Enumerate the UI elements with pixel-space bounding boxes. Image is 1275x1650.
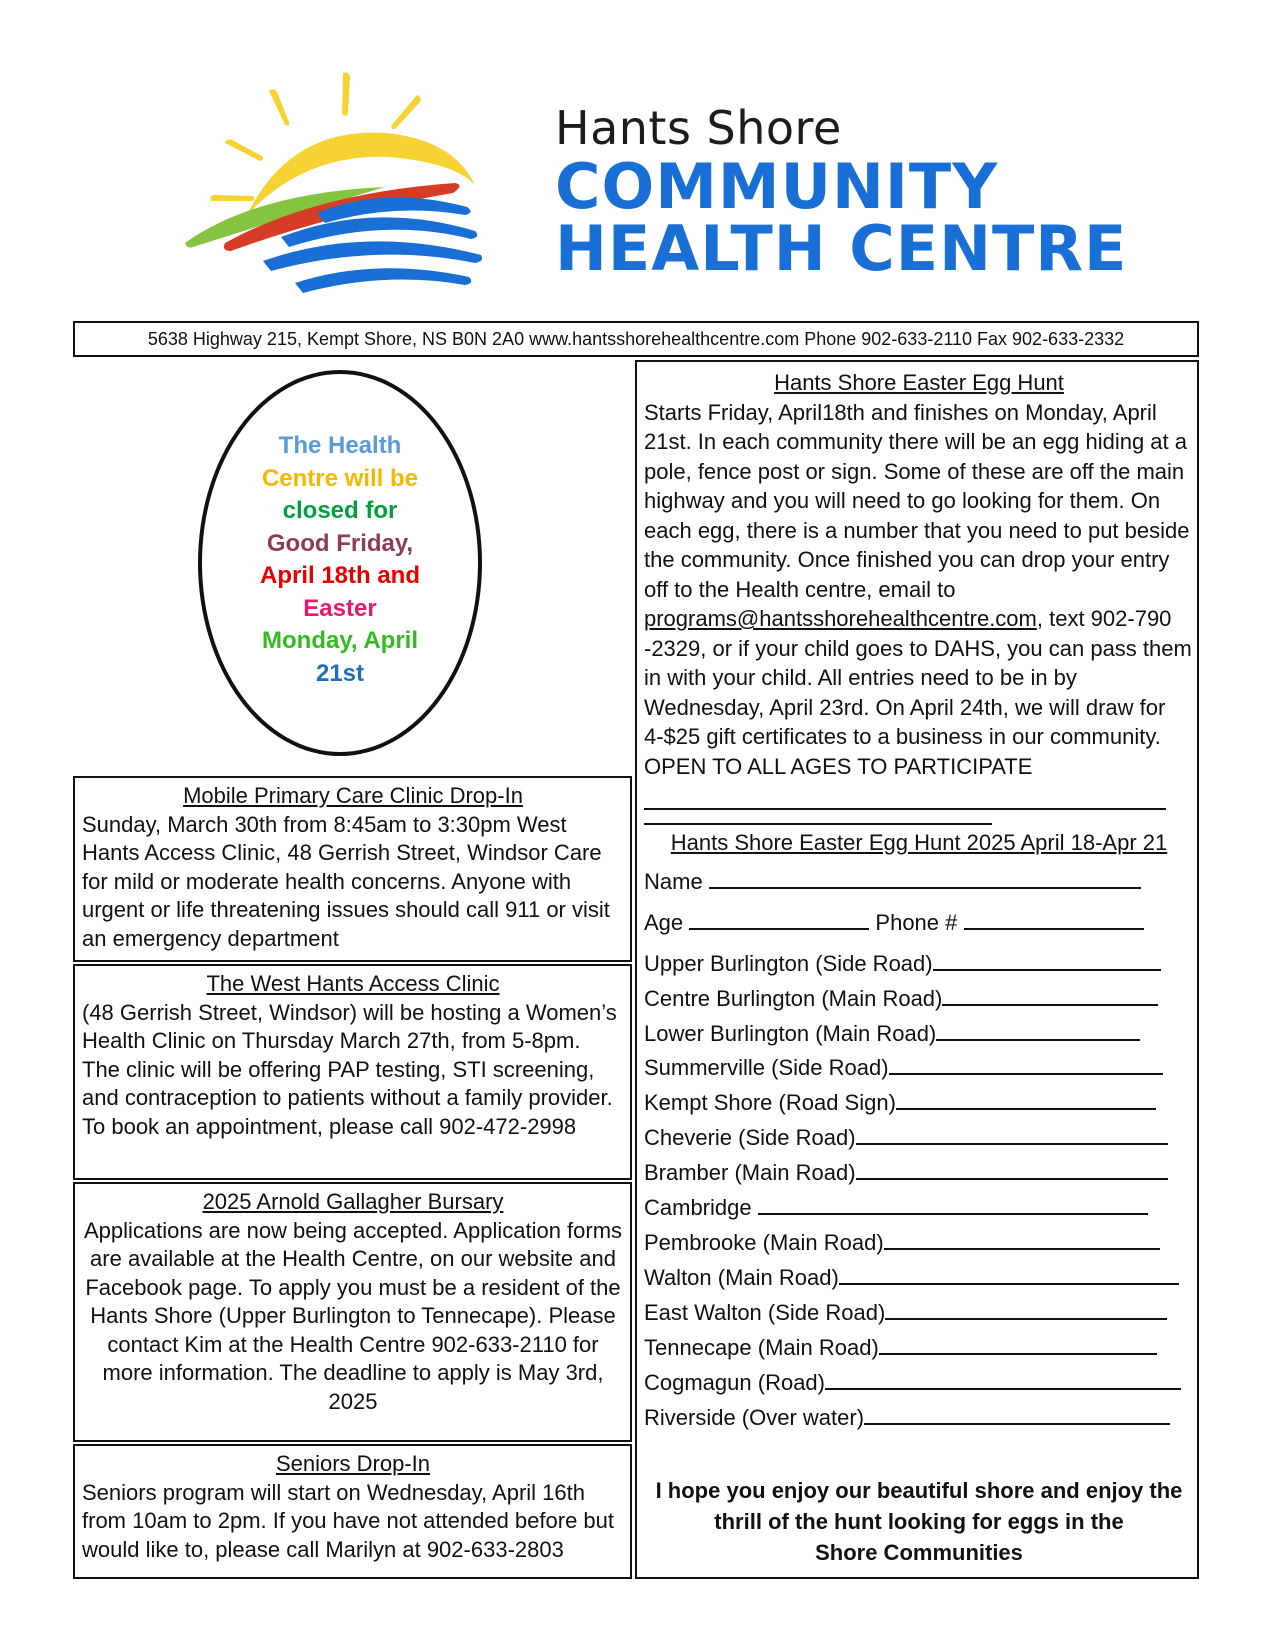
email-link[interactable]: programs@hantsshorehealthcentre.com: [644, 606, 1037, 631]
community-label: Cambridge: [644, 1195, 758, 1220]
age-phone-field[interactable]: [644, 908, 1144, 936]
community-row[interactable]: [644, 1193, 1148, 1221]
community-input-line[interactable]: [896, 1088, 1156, 1110]
brand-name: [555, 100, 1128, 285]
community-input-line[interactable]: [942, 984, 1158, 1006]
community-row[interactable]: [644, 1019, 1140, 1047]
bursary-body: Applications are now being accepted. Application forms are available at the Health Centre, on our website and Facebook page. To apply you must be a resident of the Hants Shore (Upper Burlington to Tennecape). Please contact Kim at the Health Centre 902-633-2110 for more information. The deadline to apply is May 3rd, 2025: [83, 1217, 623, 1414]
name-field[interactable]: [644, 867, 1141, 895]
community-label: Pembrooke (Main Road): [644, 1230, 884, 1255]
egg-hunt-text-1: Starts Friday, April18th and finishes on Monday, April 21st. In each community there will be an egg hiding at a pole, fence post or sign. Some of these are off the main highway and you will need to go looking for them. On each egg, there is a number that you need to put beside the community. Once finished you can drop your entry off to the Health centre, email to: [644, 399, 1190, 602]
community-input-line[interactable]: [936, 1019, 1140, 1041]
egg-hunt-panel: [635, 360, 1199, 1579]
closing-message: [637, 1475, 1201, 1568]
community-row[interactable]: [644, 949, 1161, 977]
community-row[interactable]: [644, 1368, 1181, 1396]
community-label: East Walton (Side Road): [644, 1300, 886, 1325]
community-input-line[interactable]: [864, 1403, 1170, 1425]
community-row[interactable]: [644, 1158, 1168, 1186]
community-label: Lower Burlington (Main Road): [644, 1021, 937, 1046]
divider-line: [644, 808, 1166, 810]
community-row[interactable]: [644, 1298, 1167, 1326]
community-row[interactable]: [644, 1263, 1179, 1291]
age-input-line[interactable]: [689, 908, 869, 930]
phone-input-line[interactable]: [964, 908, 1144, 930]
community-label: Cheverie (Side Road): [644, 1125, 856, 1150]
closing-line: thrill of the hunt looking for eggs in the: [714, 1509, 1124, 1534]
community-input-line[interactable]: [884, 1228, 1160, 1250]
health-centre-logo: [185, 65, 490, 305]
contact-address-bar: 5638 Highway 215, Kempt Shore, NS B0N 2A0 www.hantsshorehealthcentre.com Phone 902-633-2110 Fax 902-633-2332: [73, 321, 1199, 357]
community-input-line[interactable]: [758, 1193, 1148, 1215]
community-row[interactable]: [644, 1053, 1163, 1081]
brand-line-2: COMMUNITY: [555, 150, 999, 223]
closure-line: Easter: [303, 594, 377, 622]
closing-line: Shore Communities: [815, 1540, 1023, 1565]
closure-line: Good Friday,: [266, 529, 414, 557]
entry-form-title: Hants Shore Easter Egg Hunt 2025 April 18-Apr 21: [670, 830, 1168, 855]
west-hants-notice: [73, 964, 632, 1180]
name-input-line[interactable]: [709, 867, 1141, 889]
community-row[interactable]: [644, 1228, 1160, 1256]
name-label: Name: [644, 869, 703, 894]
closure-line: The Health: [278, 432, 402, 459]
brand-line-3: HEALTH CENTRE: [555, 212, 1128, 285]
seniors-body: Seniors program will start on Wednesday, April 16th from 10am to 2pm. If you have not attended before but would like to, please call Marilyn at 902-633-2803: [82, 1479, 614, 1562]
seniors-title: Seniors Drop-In: [275, 1451, 431, 1476]
community-label: Bramber (Main Road): [644, 1160, 856, 1185]
community-row[interactable]: [644, 1333, 1157, 1361]
mobile-clinic-title: Mobile Primary Care Clinic Drop-In: [183, 783, 523, 808]
community-input-line[interactable]: [856, 1158, 1168, 1180]
closure-line: closed for: [282, 497, 398, 524]
community-row[interactable]: [644, 1123, 1168, 1151]
brand-line-1: Hants Shore: [555, 101, 842, 155]
community-input-line[interactable]: [825, 1368, 1181, 1390]
bursary-notice: [73, 1182, 632, 1442]
mobile-clinic-body: Sunday, March 30th from 8:45am to 3:30pm West Hants Access Clinic, 48 Gerrish Street, Windsor Care for mild or moderate health concerns. Anyone with urgent or life threatening issues should call 911 or visit an emergency department: [82, 811, 610, 951]
egg-hunt-description: [644, 368, 1194, 781]
community-row[interactable]: [644, 1403, 1170, 1431]
community-label: Summerville (Side Road): [644, 1055, 889, 1080]
egg-hunt-title: Hants Shore Easter Egg Hunt: [774, 370, 1064, 395]
phone-label: Phone #: [875, 910, 958, 935]
community-label: Kempt Shore (Road Sign): [644, 1090, 896, 1115]
community-row[interactable]: [644, 1088, 1156, 1116]
closing-line: I hope you enjoy our beautiful shore and enjoy the: [655, 1478, 1183, 1503]
age-label: Age: [644, 910, 684, 935]
community-input-line[interactable]: [856, 1123, 1168, 1145]
community-input-line[interactable]: [879, 1333, 1157, 1355]
closure-line: April 18th and: [259, 562, 421, 589]
community-label: Centre Burlington (Main Road): [644, 986, 943, 1011]
community-label: Upper Burlington (Side Road): [644, 951, 933, 976]
closure-line: Monday, April: [262, 627, 418, 654]
community-label: Walton (Main Road): [644, 1265, 839, 1290]
community-input-line[interactable]: [885, 1298, 1167, 1320]
seniors-notice: [73, 1444, 632, 1579]
community-label: Cogmagun (Road): [644, 1370, 825, 1395]
closure-notice: [230, 430, 450, 690]
closure-line: Centre will be: [261, 464, 419, 492]
community-label: Tennecape (Main Road): [644, 1335, 879, 1360]
community-label: Riverside (Over water): [644, 1405, 865, 1430]
closure-line: 21st: [315, 659, 365, 687]
community-input-line[interactable]: [889, 1053, 1163, 1075]
west-hants-body: (48 Gerrish Street, Windsor) will be hosting a Women’s Health Clinic on Thursday March 27th, from 5-8pm. The clinic will be offering PAP testing, STI screening, and contraception to patients without a family provider. To book an appointment, please call 902-472-2998: [82, 999, 617, 1139]
mobile-clinic-notice: [73, 776, 632, 962]
community-input-line[interactable]: [933, 949, 1161, 971]
community-row[interactable]: [644, 984, 1158, 1012]
community-input-line[interactable]: [839, 1263, 1179, 1285]
egg-hunt-text-2: , text 902-790 -2329, or if your child goes to DAHS, you can pass them in with your child. All entries need to be in by Wednesday, April 23rd. On April 24th, we will draw for 4-$25 gift certificates to a business in our community. OPEN TO ALL AGES TO PARTICIPATE: [644, 606, 1192, 779]
divider-line: [644, 823, 992, 825]
west-hants-title: The West Hants Access Clinic: [206, 971, 500, 996]
bursary-title: 2025 Arnold Gallagher Bursary: [202, 1189, 504, 1214]
